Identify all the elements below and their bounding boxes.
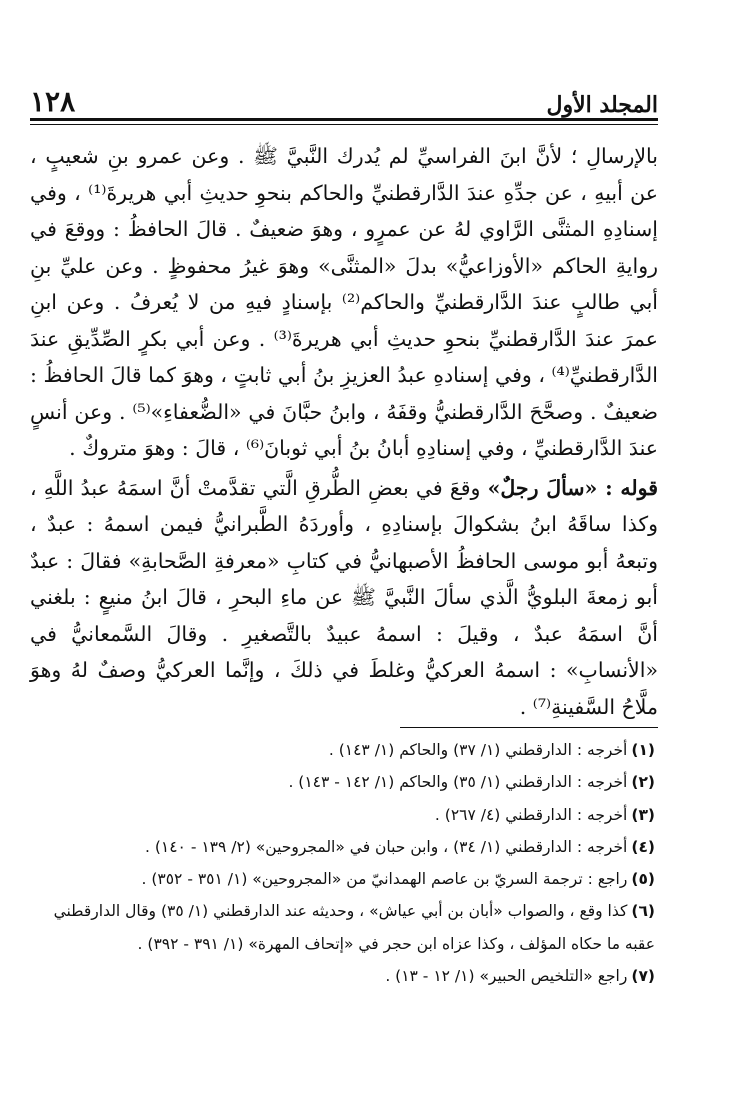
footnote-3 xyxy=(35,799,655,831)
footnote-number: (٦) xyxy=(631,902,655,921)
footnote-7 xyxy=(35,960,655,992)
footnote-number: (٣) xyxy=(631,805,655,824)
page-header xyxy=(30,76,658,116)
footnote-text: أخرجه : الدارقطني (١/ ٣٧) والحاكم (١/ ١٤٣) . xyxy=(328,741,628,759)
footnote-number: (٢) xyxy=(631,773,655,792)
footnote-1 xyxy=(35,734,655,766)
header-rule-thin xyxy=(30,124,658,125)
paragraph-2-lead: قوله : «سألَ رجلٌ» xyxy=(487,475,658,500)
footnote-number: (٤) xyxy=(631,837,655,856)
footnote-text: كذا وقع ، والصواب «أبان بن أبي عياش» ، وحديثه عند الدارقطني (١/ ٣٥) وقال الدارقطني عقبه ما حكاه المؤلف ، وكذا عزاه ابن حجر في «إتحاف المهرة» (١/ ٣٩١ - ٣٩٢) . xyxy=(53,902,655,953)
footnote-5 xyxy=(35,863,655,895)
footnote-text: أخرجه : الدارقطني (١/ ٣٤) ، وابن حبان في «المجروحين» (٢/ ١٣٩ - ١٤٠) . xyxy=(145,837,628,856)
footnotes xyxy=(35,734,655,992)
footnote-text: راجع «التلخيص الحبير» (١/ ١٢ - ١٣) . xyxy=(385,967,628,986)
footnote-text: راجع : ترجمة السريّ بن عاصم الهمدانيّ من «المجروحين» (١/ ٣٥١ - ٣٥٢) . xyxy=(141,870,628,889)
main-text xyxy=(30,138,658,725)
paragraph-2-text: وقعَ في بعضِ الطُّرقِ الَّتي تقدَّمتْ أنَّ اسمَهُ عبدُ اللَّهِ ، وكذا ساقَهُ ابنُ بشكوالَ بإسنادِهِ ، وأوردَهُ الطَّبرانيُّ فيمن اسمهُ : عبدٌ ، وتبعهُ أبو موسى الحافظُ الأصبهانيُّ في كتابِ «معرفةِ الصَّحابةِ» فقالَ : عبدٌ أبو زمعةَ البلويُّ الَّذي سألَ النَّبيَّ ﷺ عن ماءِ البحرِ ، قالَ ابنُ منيعٍ : بلغني أنَّ اسمَهُ عبدٌ ، وقيلَ : اسمهُ عبيدٌ بالتَّصغيرِ . وقالَ السَّمعانيُّ في «الأنسابِ» : اسمهُ العركيُّ وغلطَ في ذلكَ ، وإنَّما العركيُّ وصفٌ لهُ وهوَ ملَّاحُ السَّفينةِ⁽⁷⁾ . xyxy=(30,475,659,719)
footnote-6 xyxy=(35,895,655,960)
paragraph-2 xyxy=(30,470,658,726)
header-rule-thick xyxy=(30,118,658,121)
footnote-number: (١) xyxy=(631,741,655,759)
footnote-separator xyxy=(400,727,658,728)
footnote-text: أخرجه : الدارقطني (٤/ ٢٦٧) . xyxy=(434,805,628,824)
footnote-4 xyxy=(35,831,655,863)
footnote-text: أخرجه : الدارقطني (١/ ٣٥) والحاكم (١/ ١٤٢ - ١٤٣) . xyxy=(288,773,628,792)
footnote-number: (٥) xyxy=(631,870,655,889)
footnote-2 xyxy=(35,766,655,798)
footnote-number: (٧) xyxy=(631,967,655,986)
volume-title: المجلد الأول xyxy=(546,92,658,118)
paragraph-1: بالإرسالِ ؛ لأنَّ ابنَ الفراسيِّ لم يُدرك النَّبيَّ ﷺ . وعن عمرو بنِ شعيبٍ ، عن أبيهِ ، عن جدِّهِ عندَ الدَّارقطنيِّ والحاكم بنحوِ حديثِ أبي هريرةَ⁽¹⁾ ، وفي إسنادِهِ المثنَّى الرَّاوي لهُ عن عمرٍو ، وهوَ ضعيفٌ . قالَ الحافظُ : ووقعَ في روايةِ الحاكم «الأوزاعيُّ» بدلَ «المثنَّى» وهوَ غيرُ محفوظٍ . وعن عليِّ بنِ أبي طالبٍ عندَ الدَّارقطنيِّ والحاكم⁽²⁾ بإسنادٍ فيهِ من لا يُعرفُ . وعن ابنِ عمرَ عندَ الدَّارقطنيِّ بنحوِ حديثِ أبي هريرةَ⁽³⁾ . وعن أبي بكرٍ الصِّدِّيقِ عندَ الدَّارقطنيِّ⁽⁴⁾ ، وفي إسنادهِ عبدُ العزيزِ بنُ أبي ثابتٍ ، وهوَ كما قالَ الحافظُ : ضعيفٌ . وصحَّحَ الدَّارقطنيُّ وقفَهُ ، وابنُ حبَّانَ في «الضُّعفاءِ»⁽⁵⁾ . وعن أنسٍ عندَ الدَّارقطنيِّ ، وفي إسنادِهِ أبانُ بنُ أبي ثوبانَ⁽⁶⁾ ، قالَ : وهوَ متروكٌ . xyxy=(30,144,659,460)
page-number: ١٢٨ xyxy=(30,85,76,118)
